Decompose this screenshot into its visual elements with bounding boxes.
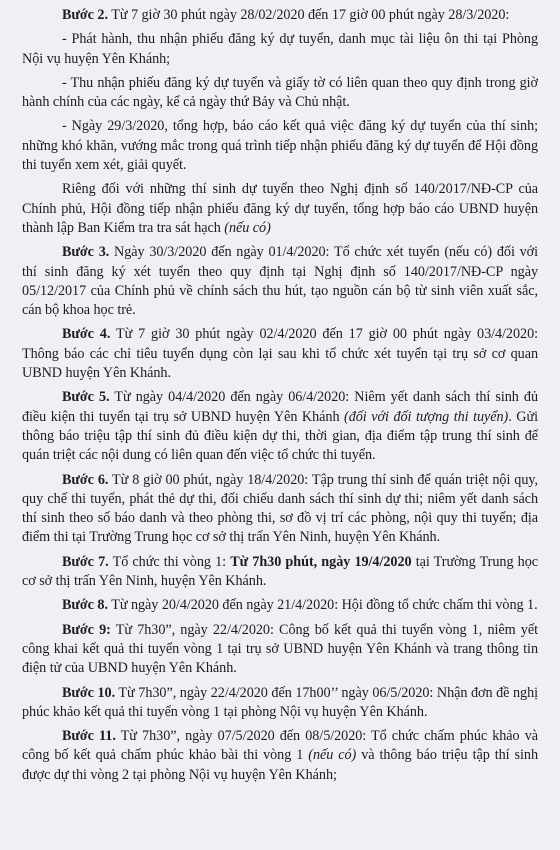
step-2-item-3: - Ngày 29/3/2020, tổng hợp, báo cáo kết quả việc đăng ký dự tuyển của thí sinh; những khó khăn, vướng mắc trong quá trình tiếp nhận phiếu đăng ký dự tuyển để Hội đồng thi tuyển xem xét, giải quyết. [22,118,538,174]
step-9-text: Từ 7h30”, ngày 22/4/2020: Công bố kết quả thi tuyển vòng 1, niêm yết công khai kết quả thi tuyển vòng 1 tại trụ sở UBND huyện Yên Khánh và trang thông tin điện tử của UBND huyện Yên Khánh. [22,621,538,677]
step-9-paragraph [22,621,538,679]
step-7-bold-time: Từ 7h30 phút, ngày 19/4/2020 [230,553,412,570]
step-5-paragraph [22,388,538,465]
step-8-label: Bước 8. [62,597,108,614]
step-4-text: Từ 7 giờ 30 phút ngày 02/4/2020 đến 17 giờ 00 phút ngày 03/4/2020: Thông báo các chỉ tiêu tuyển dụng còn lại sau khi tổ chức xét tuyển tại trụ sở cơ quan UBND huyện Yên Khánh. [22,326,539,382]
step-4-label: Bước 4. [62,326,111,343]
step-7-text-a: Tổ chức thi vòng 1: [108,553,231,570]
step-6-paragraph [22,471,538,548]
step-2-special-note [22,180,538,238]
step-11-italic: (nếu có) [308,747,357,764]
step-3-text: Ngày 30/3/2020 đến ngày 01/4/2020: Tổ chức xét tuyển (nếu có) đối với thí sinh đăng ký xét tuyển theo quy định tại Nghị định số 140/2017/NĐ-CP ngày 05/12/2017 của Chính phủ về chính sách thu hút, tạo nguồn cán bộ từ sinh viên xuất sắc, cán bộ khoa học trẻ. [22,244,538,319]
step-5-text-b: . Gửi thông báo triệu tập thí sinh đủ điều kiện dự thi, thời gian, địa điểm tập trung thí sinh để quán triệt các nội dung có liên quan đến việc tổ chức thi tuyển. [22,408,538,464]
step-6-text: Từ 8 giờ 00 phút, ngày 18/4/2020: Tập trung thí sinh để quán triệt nội quy, quy chế thi tuyển, phát thẻ dự thi, đối chiếu danh sách thí sinh dự thi; niêm yết danh sách thí sinh theo số báo danh và theo phòng thi, sơ đồ vị trí các phòng, nội quy thi tuyển; địa điểm thi tại Trường Trung học cơ sở thị trấn Yên Ninh, huyện Yên Khánh. [22,471,538,546]
step-7-paragraph [22,553,538,592]
step-9-label: Bước 9: [62,621,111,638]
step-8-text: Từ ngày 20/4/2020 đến ngày 21/4/2020: Hội đồng tổ chức chấm thi vòng 1. [107,597,538,614]
step-2-special-italic: (nếu có) [224,219,271,236]
step-3-paragraph [22,243,538,320]
step-11-text-b: và thông báo triệu tập thí sinh được dự thi vòng 2 tại phòng Nội vụ huyện Yên Khánh; [22,747,538,783]
step-3-label: Bước 3. [62,244,110,261]
step-5-text-a: Từ ngày 04/4/2020 đến ngày 06/4/2020: Niêm yết danh sách thí sinh đủ điều kiện thi tuyển tại trụ sở UBND huyện Yên Khánh [22,389,538,425]
step-4-paragraph [22,325,538,383]
step-7-label: Bước 7. [62,553,109,570]
step-8-paragraph [22,596,538,615]
step-10-paragraph [22,684,538,723]
step-6-label: Bước 6. [62,471,109,488]
step-2-text: Từ 7 giờ 30 phút ngày 28/02/2020 đến 17 giờ 00 phút ngày 28/3/2020: [107,7,510,23]
step-7-text-b: tại Trường Trung học cơ sở thị trấn Yên Ninh, huyện Yên Khánh. [22,553,538,590]
step-5-label: Bước 5. [62,389,110,406]
step-11-text-a: Từ 7h30”, ngày 07/5/2020 đến 08/5/2020: Tổ chức chấm phúc khảo và công bố kết quả chấm phúc khảo bài thi vòng 1 [22,728,538,764]
step-2-paragraph [22,6,538,25]
step-11-paragraph [22,727,538,785]
step-2-label: Bước 2. [62,7,108,23]
step-11-label: Bước 11. [62,728,116,745]
step-5-italic: (đối với đối tượng thi tuyển) [344,408,509,425]
step-2-item-2: - Thu nhận phiếu đăng ký dự tuyển và giấy tờ có liên quan theo quy định trong giờ hành chính của các ngày, kể cả ngày thứ Bảy và Chủ nhật. [22,74,538,111]
step-2-item-1: - Phát hành, thu nhận phiếu đăng ký dự tuyển, danh mục tài liệu ôn thi tại Phòng Nội vụ huyện Yên Khánh; [22,31,538,67]
step-10-text: Từ 7h30”, ngày 22/4/2020 đến 17h00’’ ngày 06/5/2020: Nhận đơn đề nghị phúc khảo kết quả thi tuyển vòng 1 tại phòng Nội vụ huyện Yên Khánh. [22,684,539,720]
step-2-special-text: Riêng đối với những thí sinh dự tuyển theo Nghị định số 140/2017/NĐ-CP của Chính phủ, Hội đồng tiếp nhận phiếu đăng ký dự tuyển, tổng hợp báo cáo UBND huyện thành lập Ban Kiểm tra tra sát hạch [22,181,538,236]
step-10-label: Bước 10. [62,684,116,701]
